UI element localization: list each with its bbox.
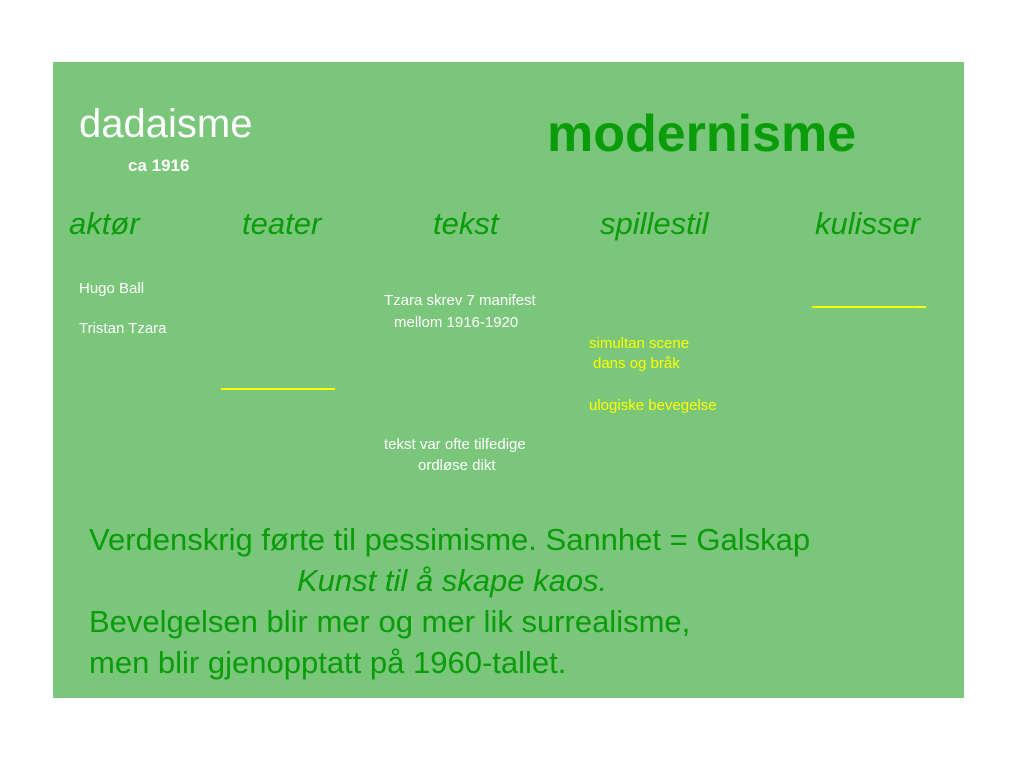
play-style-note-line3: ulogiske bevegelse [589, 397, 717, 414]
play-style-note-line1: simultan scene [589, 335, 690, 352]
body-line-1: Verdenskrig førte til pessimisme. Sannhet = Galskap [89, 522, 811, 557]
title-modernisme: modernisme [547, 105, 857, 163]
title-dadaisme: dadaisme [79, 102, 253, 146]
play-style-note-line2: dans og bråk [593, 355, 680, 372]
column-heading-play-style: spillestil [600, 206, 709, 241]
column-heading-text: tekst [433, 206, 499, 241]
body-line-3: Bevelgelsen blir mer og mer lik surrealisme, [89, 604, 691, 639]
text-note-line3: tekst var ofte tilfedige [384, 436, 526, 453]
subtitle-year: ca 1916 [128, 156, 190, 175]
column-heading-theater: teater [242, 206, 322, 241]
column-heading-actor: aktør [69, 206, 140, 241]
scenery-blank-line [812, 306, 926, 308]
body-line-4: men blir gjenopptatt på 1960-tallet. [89, 645, 567, 680]
text-note-line1: Tzara skrev 7 manifest [384, 292, 536, 309]
slide [53, 62, 964, 698]
theater-blank-line [221, 388, 335, 390]
column-heading-scenery: kulisser [815, 206, 921, 241]
text-note-line4: ordløse dikt [418, 457, 496, 474]
actor-hugo-ball: Hugo Ball [79, 280, 145, 297]
text-note-line2: mellom 1916-1920 [394, 314, 519, 331]
actor-tristan-tzara: Tristan Tzara [79, 320, 167, 337]
body-line-2: Kunst til å skape kaos. [297, 563, 608, 598]
